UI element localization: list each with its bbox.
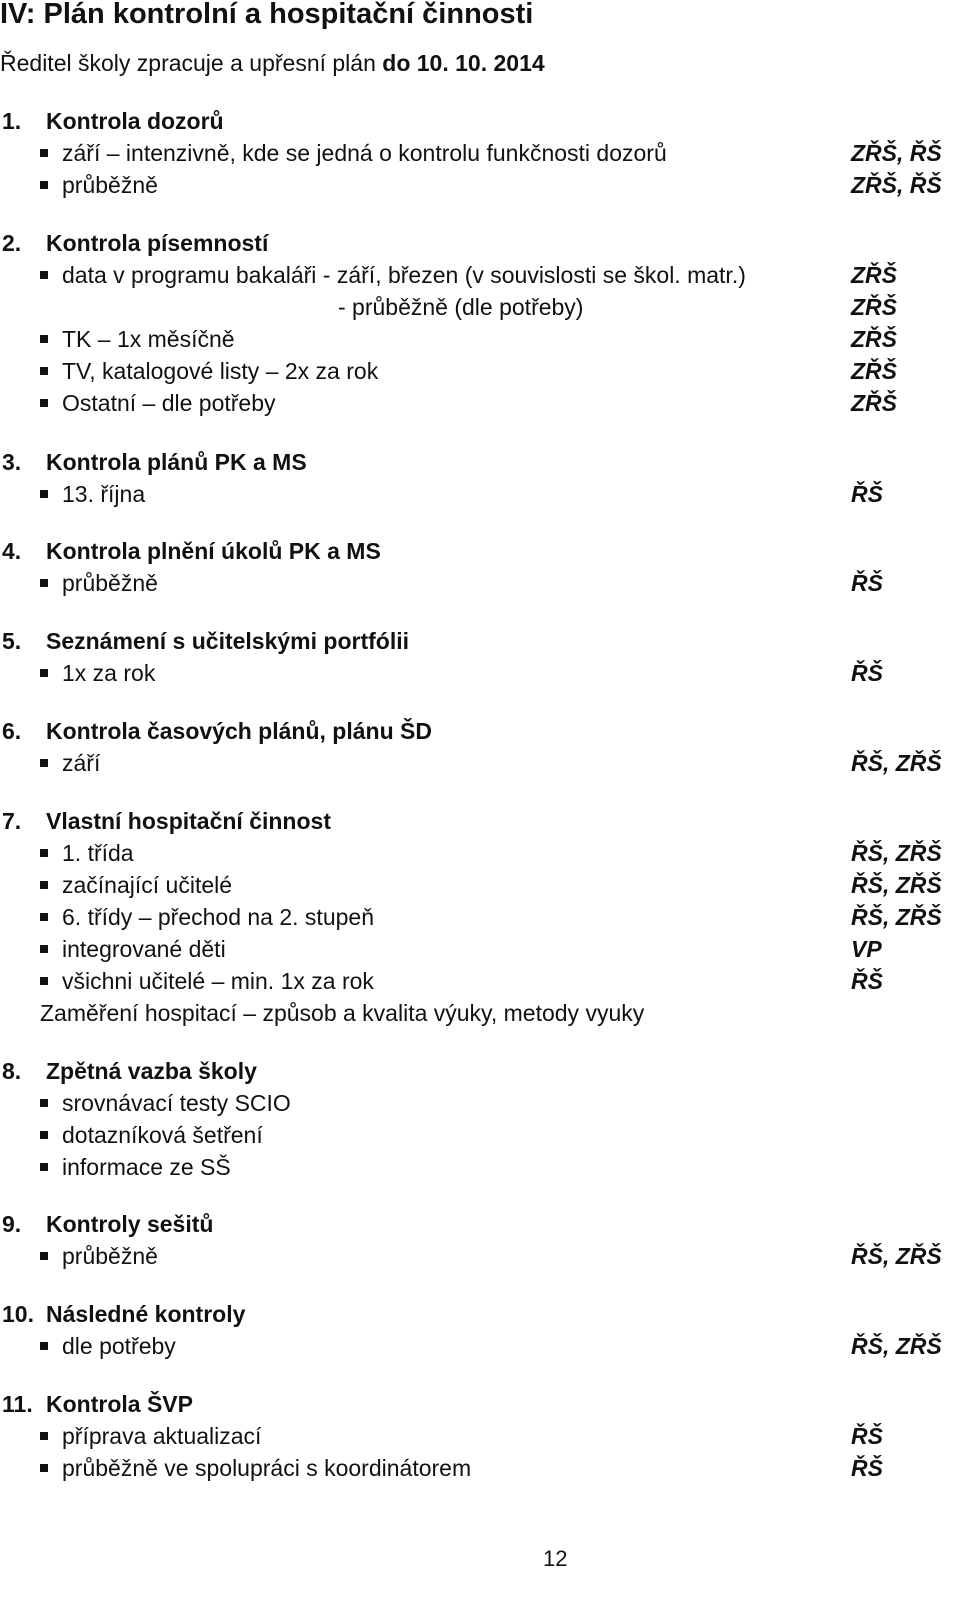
section-heading xyxy=(2,1213,213,1236)
bullet-icon xyxy=(40,1252,48,1260)
section-number: 8. xyxy=(2,1058,22,1084)
section-title: Kontrola časových plánů, plánu ŠD xyxy=(46,718,432,744)
list-item: průběžně xyxy=(62,570,158,596)
section-heading xyxy=(2,720,432,743)
section-title: Kontroly sešitů xyxy=(46,1211,214,1237)
list-item: TK – 1x měsíčně xyxy=(62,326,235,352)
list-item: 1x za rok xyxy=(62,660,156,686)
list-item: srovnávací testy SCIO xyxy=(62,1090,291,1116)
list-item: 1. třída xyxy=(62,840,134,866)
bullet-icon xyxy=(40,1099,48,1107)
list-item: Ostatní – dle potřeby xyxy=(62,390,276,416)
responsible-person: ŘŠ, ZŘŠ xyxy=(851,750,942,776)
list-item: data v programu bakaláři - září, březen (v souvislosti se škol. matr.) xyxy=(62,262,746,288)
page-title: IV: Plán kontrolní a hospitační činnosti xyxy=(0,0,534,30)
section-number: 6. xyxy=(2,718,22,744)
list-item: průběžně xyxy=(62,1243,158,1269)
section-title: Zpětná vazba školy xyxy=(46,1058,257,1084)
section-title: Následné kontroly xyxy=(46,1301,246,1327)
section-title: Kontrola ŠVP xyxy=(46,1391,193,1417)
section-number: 1. xyxy=(2,108,22,134)
section-number: 11. xyxy=(2,1391,33,1417)
bullet-icon xyxy=(40,579,48,587)
bullet-icon xyxy=(40,1342,48,1350)
responsible-person: ŘŠ xyxy=(851,1455,883,1481)
page-number: 12 xyxy=(543,1546,568,1571)
responsible-person: ŘŠ, ZŘŠ xyxy=(851,872,942,898)
responsible-person: ŘŠ xyxy=(851,660,883,686)
responsible-person: VP xyxy=(851,936,882,962)
responsible-person: ZŘŠ, ŘŠ xyxy=(851,172,942,198)
intro-text: Ředitel školy zpracuje a upřesní plán xyxy=(0,50,383,76)
responsible-person: ŘŠ xyxy=(851,570,883,596)
responsible-person: ŘŠ, ZŘŠ xyxy=(851,1243,942,1269)
bullet-icon xyxy=(40,490,48,498)
section-heading xyxy=(2,630,409,653)
bullet-icon xyxy=(40,1131,48,1139)
responsible-person: ŘŠ, ZŘŠ xyxy=(851,1333,942,1359)
bullet-icon xyxy=(40,271,48,279)
section-title: Kontrola písemností xyxy=(46,230,269,256)
list-item: informace ze SŠ xyxy=(62,1154,231,1180)
section-heading xyxy=(2,1393,193,1416)
bullet-icon xyxy=(40,913,48,921)
section-title: Kontrola plnění úkolů PK a MS xyxy=(46,538,381,564)
responsible-person: ŘŠ xyxy=(851,481,883,507)
list-item: průběžně ve spolupráci s koordinátorem xyxy=(62,1455,472,1481)
section-title: Seznámení s učitelskými portfólii xyxy=(46,628,409,654)
section-heading xyxy=(2,232,268,255)
section-title: Kontrola plánů PK a MS xyxy=(46,449,307,475)
section-number: 2. xyxy=(2,230,22,256)
responsible-person: ZŘŠ xyxy=(851,390,897,416)
section-heading xyxy=(2,110,224,133)
list-item: dotazníková šetření xyxy=(62,1122,263,1148)
list-item: 6. třídy – přechod na 2. stupeň xyxy=(62,904,374,930)
bullet-icon xyxy=(40,149,48,157)
list-item: příprava aktualizací xyxy=(62,1423,262,1449)
list-item: 13. října xyxy=(62,481,146,507)
responsible-person: ŘŠ xyxy=(851,1423,883,1449)
section-heading xyxy=(2,1060,257,1083)
section-number: 7. xyxy=(2,808,22,834)
section-title: Vlastní hospitační činnost xyxy=(46,808,331,834)
section-number: 4. xyxy=(2,538,22,564)
section-number: 10. xyxy=(2,1301,34,1327)
responsible-person: ŘŠ, ZŘŠ xyxy=(851,840,942,866)
responsible-person: ZŘŠ xyxy=(851,294,897,320)
list-item: začínající učitelé xyxy=(62,872,233,898)
bullet-icon xyxy=(40,335,48,343)
list-item: průběžně xyxy=(62,172,158,198)
list-item: všichni učitelé – min. 1x za rok xyxy=(62,968,374,994)
responsible-person: ZŘŠ xyxy=(851,358,897,384)
bullet-icon xyxy=(40,881,48,889)
list-item: TV, katalogové listy – 2x za rok xyxy=(62,358,379,384)
section-heading xyxy=(2,810,331,833)
responsible-person: ZŘŠ xyxy=(851,262,897,288)
bullet-icon xyxy=(40,669,48,677)
list-item: září xyxy=(62,750,101,776)
section-heading xyxy=(2,540,381,563)
bullet-icon xyxy=(40,1163,48,1171)
responsible-person: ZŘŠ, ŘŠ xyxy=(851,140,942,166)
bullet-icon xyxy=(40,945,48,953)
list-item: dle potřeby xyxy=(62,1333,176,1359)
section-number: 3. xyxy=(2,449,22,475)
list-item: - průběžně (dle potřeby) xyxy=(338,294,584,320)
bullet-icon xyxy=(40,1432,48,1440)
section-title: Kontrola dozorů xyxy=(46,108,224,134)
section-number: 5. xyxy=(2,628,22,654)
responsible-person: ŘŠ, ZŘŠ xyxy=(851,904,942,930)
bullet-icon xyxy=(40,849,48,857)
intro-date: do 10. 10. 2014 xyxy=(382,50,545,76)
bullet-icon xyxy=(40,181,48,189)
intro-line xyxy=(0,52,545,75)
section-number: 9. xyxy=(2,1211,22,1237)
responsible-person: ŘŠ xyxy=(851,968,883,994)
section-heading xyxy=(2,1303,245,1326)
list-item: integrované děti xyxy=(62,936,226,962)
bullet-icon xyxy=(40,1464,48,1472)
bullet-icon xyxy=(40,759,48,767)
responsible-person: ZŘŠ xyxy=(851,326,897,352)
list-item: září – intenzivně, kde se jedná o kontrolu funkčnosti dozorů xyxy=(62,140,667,166)
section-heading xyxy=(2,451,307,474)
bullet-icon xyxy=(40,399,48,407)
bullet-icon xyxy=(40,367,48,375)
section-note: Zaměření hospitací – způsob a kvalita výuky, metody vyuky xyxy=(40,1000,645,1026)
bullet-icon xyxy=(40,977,48,985)
